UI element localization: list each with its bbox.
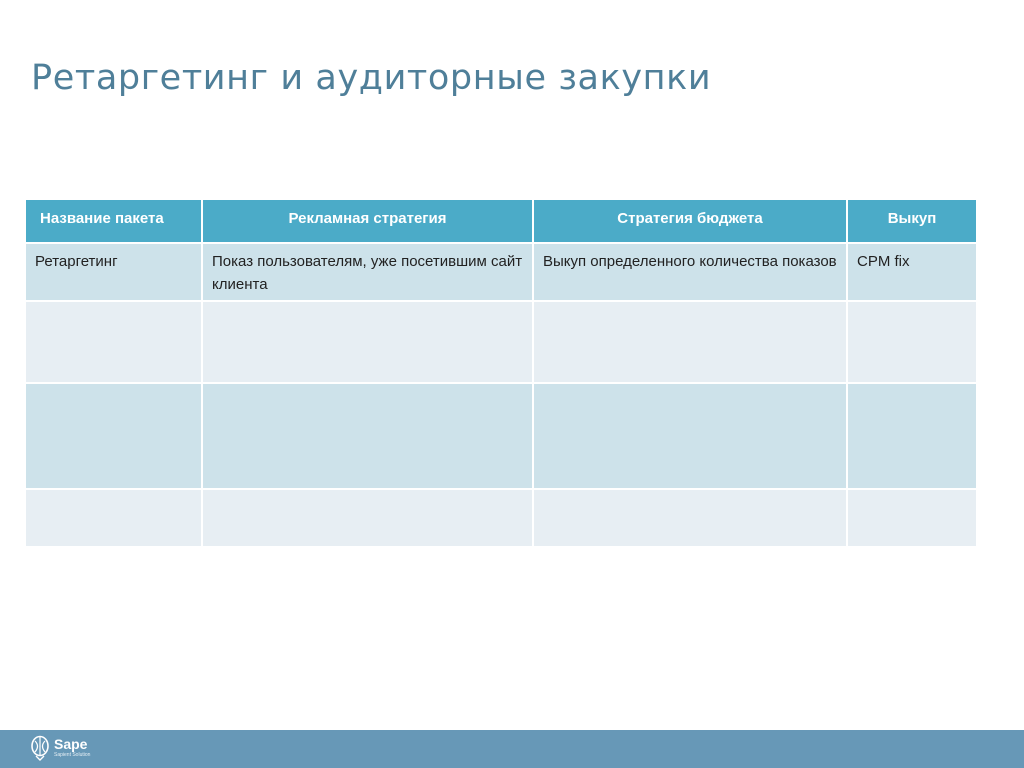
logo-tagline: Sapient Solution [54, 752, 91, 758]
table-cell [847, 489, 977, 547]
packages-table [24, 198, 978, 548]
sape-logo-icon [30, 735, 50, 761]
column-header-ad-strategy: Рекламная стратегия [202, 199, 533, 243]
table-cell: Показ пользователям, уже посетившим сайт клиента [202, 243, 533, 301]
column-header-package-name: Название пакета [25, 199, 202, 243]
footer-bar [0, 730, 1024, 768]
column-header-purchase: Выкуп [847, 199, 977, 243]
table-cell: Ретаргетинг [25, 243, 202, 301]
table-row [25, 489, 977, 547]
table-cell [25, 383, 202, 489]
table-cell [533, 489, 847, 547]
table-cell: Выкуп определенного количества показов [533, 243, 847, 301]
table-cell [533, 383, 847, 489]
table-cell: CPM fix [847, 243, 977, 301]
table-row [25, 243, 977, 301]
table-cell [847, 383, 977, 489]
table-cell [847, 301, 977, 383]
slide-title: Ретаргетинг и аудиторные закупки [31, 58, 712, 98]
table-header-row [25, 199, 977, 243]
table-row [25, 301, 977, 383]
table-cell [533, 301, 847, 383]
table-cell [202, 383, 533, 489]
table-cell [202, 301, 533, 383]
table-row [25, 383, 977, 489]
logo-wordmark: Sape [54, 736, 88, 752]
column-header-budget-strategy: Стратегия бюджета [533, 199, 847, 243]
table-cell [25, 301, 202, 383]
table-cell [25, 489, 202, 547]
table-cell [202, 489, 533, 547]
